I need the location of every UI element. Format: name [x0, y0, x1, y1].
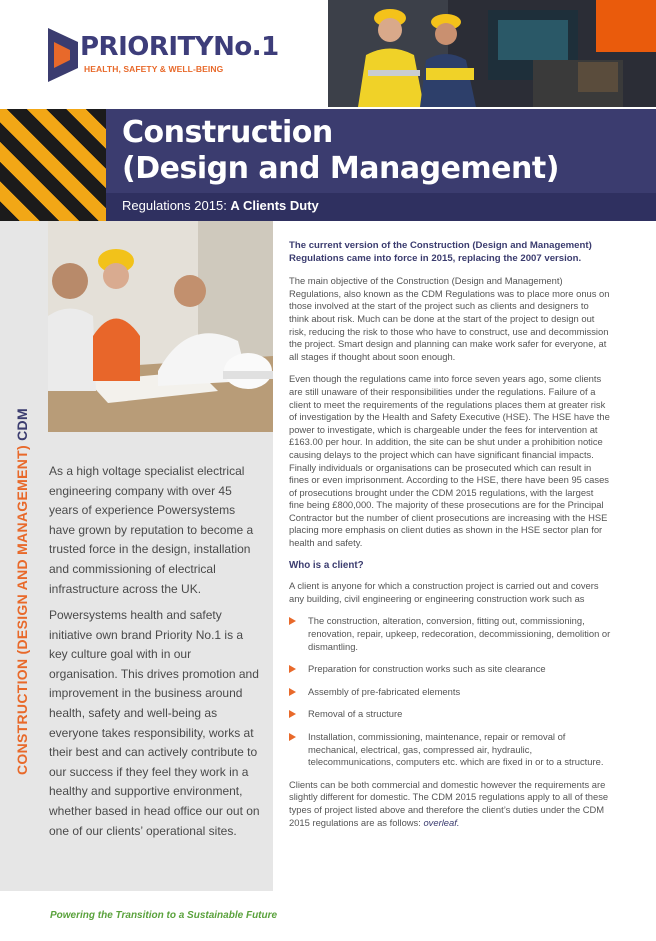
objective-paragraph: The main objective of the Construction (Design and Management) Regulations, also known as the CDM Regulations was to place more onus on those involved at the start of the project such as clients and designers to think about risk. Much can be done at the start of the project to design out risk, reducing the risk to those who have to construct, use and decommission the project. Smart design and planning can make work safer for everyone, at all stages if thought about soon enough.	[289, 275, 610, 362]
bullet-arrow-icon	[289, 710, 296, 718]
title-line-2: (Design and Management)	[122, 151, 559, 186]
enforcement-paragraph: Even though the regulations came into force seven years ago, some clients are still unaware of their responsibilities under the regulations. Failure of a client to meet the requirements of the regulations places them at greater risk of investigation by the Health and Safety Executive (HSE). The HSE have the power to investigate, which is chargeable under the fees for intervention at £163.00 per hour. In addition, the site can be shut under a prohibition notice causing delays to the project which can have significant financial impacts. Finally individuals or organisations can be prosecuted which can result in fines or even imprisonment. According to the HSE, there have been 95 cases of prosecutions brought under the CDM 2015 regulations, with the largest fine being £800,000. The majority of these prosecutions are for the Principal Contractor but the number of client prosecutions are increasing with the HSE placing more emphasis on client duties as shown in the HSE sector plan for health and safety.	[289, 373, 610, 549]
lead-paragraph: The current version of the Construction (Design and Management) Regulations came into force in 2015, replacing the 2007 version.	[289, 240, 592, 264]
list-item: Preparation for construction works such as site clearance	[289, 663, 611, 676]
logo-wordmark: PRIORITYNo.1	[80, 32, 279, 62]
bullet-arrow-icon	[289, 733, 296, 741]
main-article	[289, 240, 611, 839]
title-line-1: Construction	[122, 115, 333, 150]
logo-tagline: HEALTH, SAFETY & WELL-BEING	[84, 64, 224, 74]
priority-no1-logo	[48, 24, 279, 86]
orange-accent-block	[596, 0, 656, 52]
page-subtitle: Regulations 2015: A Clients Duty	[122, 198, 319, 213]
meeting-photo	[48, 221, 273, 432]
list-item: Assembly of pre-fabricated elements	[289, 686, 611, 699]
bullet-arrow-icon	[289, 688, 296, 696]
intro-paragraph: As a high voltage specialist electrical engineering company with over 45 years of experience Powersystems have grown by reputation to become a trusted force in the design, installation and commissioning of electrical infrastructure across the UK.	[49, 464, 254, 596]
overleaf-link-text: overleaf.	[423, 816, 460, 828]
initiative-paragraph: Powersystems health and safety initiative own brand Priority No.1 is a key culture goal with in our organisation. This drives promotion and improvement in the business around health, safety and well-being as everyone takes responsibility, works at their best and can actively contribute to our success if they feel they work in a healthy and supportive environment, whether based in head office our out on one of our clients’ operational sites.	[49, 608, 260, 838]
subtitle-band	[106, 193, 656, 221]
bullet-arrow-icon	[289, 617, 296, 625]
footer-slogan: Powering the Transition to a Sustainable Future	[50, 910, 278, 921]
construction-work-list	[289, 615, 611, 768]
client-types-paragraph: Clients can be both commercial and domestic however the requirements are slightly different for domestic. The CDM 2015 regulations apply to all of these types of project listed above and therefore the client’s duties under the CDM 2015 regulations are as follows: overleaf.	[289, 778, 609, 828]
bullet-arrow-icon	[289, 665, 296, 673]
list-item: Removal of a structure	[289, 708, 611, 721]
list-item: Installation, commissioning, maintenance, repair or removal of mechanical, electrical, gas, compressed air, hydraulic, telecommunications, computers etc. which are fixed in or to a structure.	[289, 731, 611, 769]
list-item: The construction, alteration, conversion, fitting out, commissioning, renovation, repair, upkeep, redecoration, decommissioning, demolition or dismantling.	[289, 615, 611, 653]
who-is-client-heading: Who is a client?	[289, 559, 364, 571]
client-definition-paragraph: A client is anyone for which a construction project is carried out and covers any building, civil engineering or engineering construction work such as	[289, 580, 599, 604]
logo-chevron-icon	[48, 28, 78, 82]
page-title	[122, 115, 559, 187]
vertical-section-label: CONSTRUCTION (DESIGN AND MANAGEMENT) CDM	[14, 408, 30, 775]
hazard-stripes	[0, 109, 106, 221]
